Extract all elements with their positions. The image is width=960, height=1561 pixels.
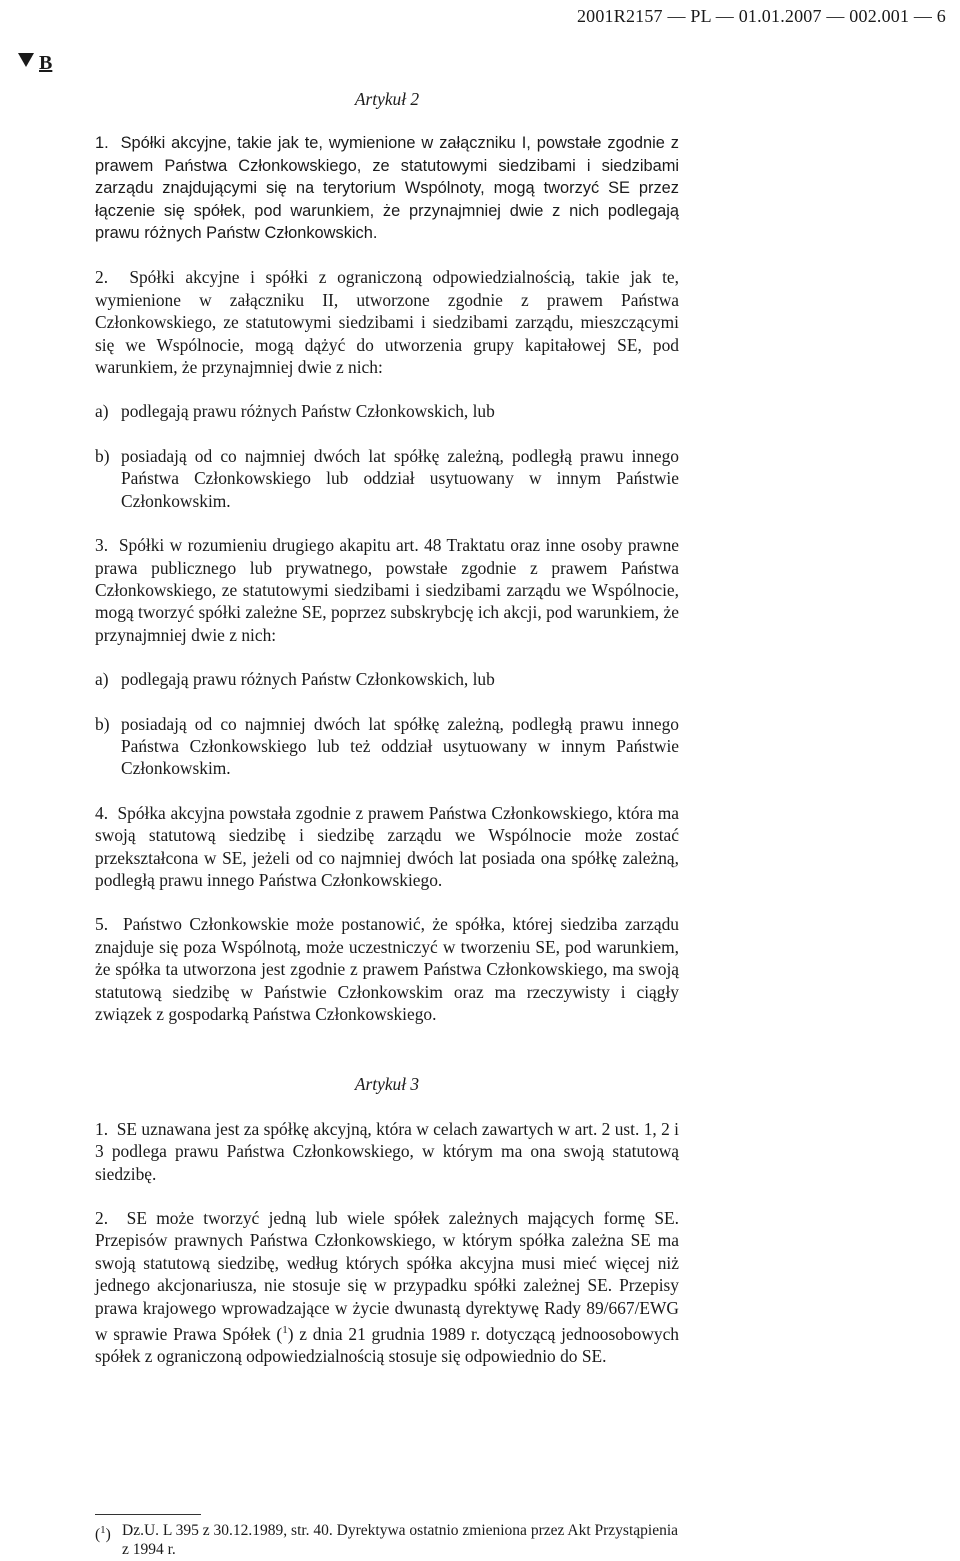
point-letter: a): [95, 669, 109, 690]
footnote-divider: [95, 1514, 201, 1515]
point-text: podlegają prawu różnych Państw Członkowskich, lub: [121, 401, 495, 422]
document-header: 2001R2157 — PL — 01.01.2007 — 002.001 — 6: [576, 6, 946, 26]
article-2-paragraph-2: 2. Spółki akcyjne i spółki z ograniczoną odpowiedzialnością, takie jak te, wymienione w załączniku II, utworzone zgodnie z prawem Państwa Członkowskiego, ze statutowymi siedzibami i siedzibami zarządu, mieszczącymi się we Wspólnocie, mogą dążyć do utworzenia grupy kapitałowej SE, pod warunkiem, że przynajmniej dwie z nich:: [95, 267, 679, 378]
point-letter: a): [95, 401, 109, 422]
article-3-paragraph-2: [95, 1207, 679, 1368]
article-2-point-2b: [95, 445, 679, 512]
article-2-paragraph-3: 3. Spółki w rozumieniu drugiego akapitu art. 48 Traktatu oraz inne osoby prawne prawa publicznego lub prywatnego, powstałe zgodnie z prawem Państwa Członkowskiego, ze statutowymi siedzibami i siedzibami zarządu we Wspólnocie, mogą tworzyć spółki zależne SE, poprzez subskrybcję ich akcji, pod warunkiem, że przynajmniej dwie z nich:: [95, 535, 679, 645]
footnote-mark-number: 1: [100, 1524, 106, 1536]
footnote-mark-close: ): [105, 1526, 111, 1544]
point-letter: b): [95, 713, 110, 734]
point-text: posiadają od co najmniej dwóch lat spółkę zależną, podległą prawu innego Państwa Członkowskiego lub oddział usytuowany w innym Państwie Członkowskim.: [121, 445, 679, 511]
point-letter: b): [95, 445, 110, 466]
article-3-title: Artykuł 3: [354, 1074, 420, 1095]
article-2-paragraph-5: 5. Państwo Członkowskie może postanowić, że spółka, której siedziba zarządu znajduje się poza Wspólnotą, może uczestniczyć w tworzeniu SE, pod warunkiem, że spółka ta utworzona jest zgodnie z prawem Państwa Członkowskiego, ma swoją statutową siedzibę w Państwie Członkowskim oraz ma rzeczywisty i ciągły związek z gospodarką Państwa Członkowskiego.: [95, 914, 679, 1024]
paragraph-text-end: ) z dnia 21 grudnia 1989 r. dotyczącą jednoosobowych spółek z ograniczoną odpowiedzialnością stosuje się odpowiednio do SE.: [95, 1323, 679, 1367]
footnote-mark-open: (: [95, 1526, 101, 1544]
article-2-point-2a: [95, 400, 679, 422]
amendment-marker: [18, 52, 52, 75]
article-2-paragraph-4: 4. Spółka akcyjna powstała zgodnie z prawem Państwa Członkowskiego, która ma swoją statutową siedzibę i siedzibę zarządu we Wspólnocie może zostać przekształcona w SE, jeżeli od co najmniej dwóch lat posiada ona spółkę zależną, podległą prawu innego Państwa Członkowskiego.: [95, 802, 679, 890]
footnote-mark: [95, 1521, 122, 1559]
article-2-title: Artykuł 2: [354, 89, 420, 109]
footnote: [95, 1521, 679, 1559]
marker-label: B: [39, 52, 53, 74]
footnote-reference[interactable]: 1: [282, 1324, 288, 1337]
article-3-paragraph-1: 1. SE uznawana jest za spółkę akcyjną, która w celach zawartych w art. 2 ust. 1, 2 i 3 podlega prawu Państwa Członkowskiego, w którym ma ona swoją statutową siedzibę.: [95, 1118, 679, 1184]
footnote-text: Dz.U. L 395 z 30.12.1989, str. 40. Dyrektywa ostatnio zmieniona przez Akt Przystąpienia z 1994 r.: [122, 1522, 679, 1558]
article-2-point-3a: [95, 668, 679, 690]
point-text: podlegają prawu różnych Państw Członkowskich, lub: [121, 669, 495, 690]
triangle-down-icon: [18, 53, 34, 67]
paragraph-text-start: 2. SE może tworzyć jedną lub wiele spółek zależnych mających formę SE. Przepisów prawnych Państwa Członkowskiego, w którym spółka zależna SE ma swoją statutową siedzibę, według których spółka akcyjna musi mieć więcej niż jednego akcjonariusza, nie stosuje się w przypadku spółki zależnej SE. Przepisy prawa krajowego wprowadzające w życie dwunastą dyrektywę Rady 89/667/EWG w sprawie Prawa Spółek (: [95, 1208, 679, 1344]
document-body: [95, 88, 679, 1390]
point-text: posiadają od co najmniej dwóch lat spółkę zależną, podległą prawu innego Państwa Członkowskiego lub też oddział usytuowany w innym Państwie Członkowskim.: [121, 713, 679, 779]
article-2-point-3b: [95, 713, 679, 780]
article-2-paragraph-1: 1. Spółki akcyjne, takie jak te, wymienione w załączniku I, powstałe zgodnie z prawem Państwa Członkowskiego, ze statutowymi siedzibami i siedzibami zarządu znajdującymi się na terytorium Wspólnoty, mogą tworzyć SE przez łączenie się spółek, pod warunkiem, że przynajmniej dwie z nich podlegają prawu różnych Państw Członkowskich.: [95, 134, 679, 243]
